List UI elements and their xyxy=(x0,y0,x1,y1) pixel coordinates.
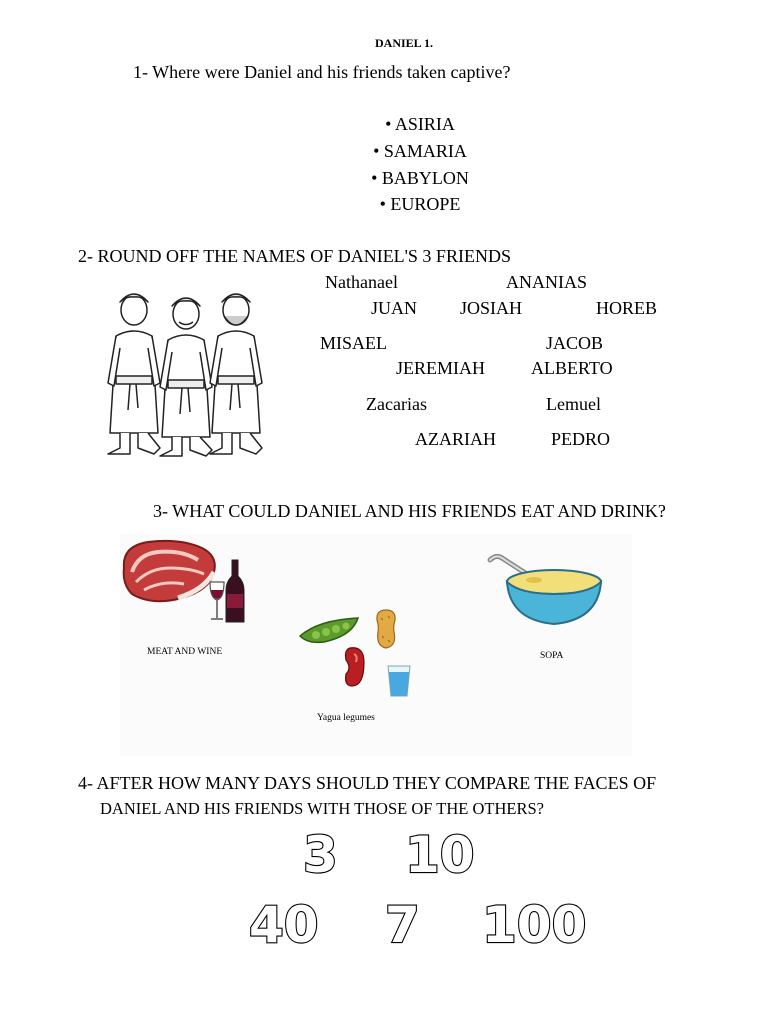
worksheet-title: DANIEL 1. xyxy=(374,36,433,50)
name-option[interactable]: JEREMIAH xyxy=(396,358,485,378)
name-option[interactable]: ALBERTO xyxy=(531,358,613,378)
name-option[interactable]: PEDRO xyxy=(551,429,611,449)
question-4-line-1: 4- AFTER HOW MANY DAYS SHOULD THEY COMPARE THE FACES OF xyxy=(78,773,657,793)
soup-bowl-icon[interactable] xyxy=(488,554,604,628)
name-option[interactable]: AZARIAH xyxy=(415,429,496,449)
day-options xyxy=(222,822,602,962)
peanut-icon[interactable] xyxy=(374,608,398,650)
yagua-legumes-label: Yagua legumes xyxy=(317,713,375,723)
name-option[interactable]: Nathanael xyxy=(325,272,398,292)
number-option-3[interactable]: 3 xyxy=(303,826,338,884)
name-option[interactable]: Lemuel xyxy=(546,394,601,414)
question-4-line-2: DANIEL AND HIS FRIENDS WITH THOSE OF THE OTHERS? xyxy=(100,799,544,818)
three-friends-illustration xyxy=(104,288,269,466)
pea-pod-icon[interactable] xyxy=(298,614,362,646)
meat-steak-icon[interactable] xyxy=(118,538,220,606)
option-europe[interactable]: • EUROPE xyxy=(379,194,461,214)
number-option-10[interactable]: 10 xyxy=(405,826,475,884)
question-1: 1- Where were Daniel and his friends taken captive? xyxy=(133,62,511,82)
number-option-100[interactable]: 100 xyxy=(482,896,587,954)
number-option-40[interactable]: 40 xyxy=(249,896,319,954)
question-3: 3- WHAT COULD DANIEL AND HIS FRIENDS EAT AND DRINK? xyxy=(153,501,666,521)
name-option[interactable]: JUAN xyxy=(371,298,418,318)
name-option[interactable]: ANANIAS xyxy=(506,272,587,292)
option-samaria[interactable]: • SAMARIA xyxy=(373,141,467,161)
name-option[interactable]: HOREB xyxy=(596,298,658,318)
sopa-label: SOPA xyxy=(540,651,564,661)
number-option-7[interactable]: 7 xyxy=(385,896,420,954)
option-asiria[interactable]: • ASIRIA xyxy=(385,114,455,134)
name-option[interactable]: JACOB xyxy=(546,333,604,353)
question-2: 2- ROUND OFF THE NAMES OF DANIEL'S 3 FRIENDS xyxy=(78,246,511,266)
wine-icon[interactable] xyxy=(206,558,246,626)
kidney-bean-icon[interactable] xyxy=(342,646,366,688)
name-option[interactable]: Zacarias xyxy=(366,394,427,414)
name-option[interactable]: JOSIAH xyxy=(460,298,523,318)
option-babylon[interactable]: • BABYLON xyxy=(371,168,469,188)
name-option[interactable]: MISAEL xyxy=(320,333,387,353)
water-glass-icon[interactable] xyxy=(386,664,412,698)
meat-and-wine-label: MEAT AND WINE xyxy=(147,647,223,657)
